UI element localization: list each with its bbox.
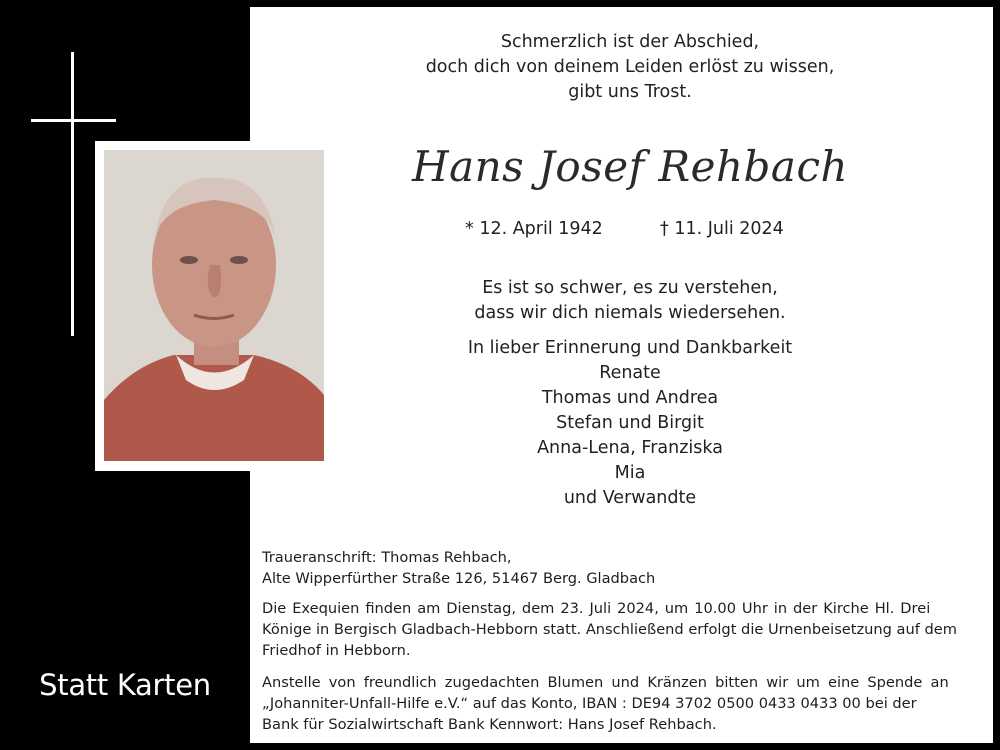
address-line: Traueranschrift: Thomas Rehbach, <box>262 549 512 566</box>
portrait-photo <box>104 150 324 461</box>
mourner-line: und Verwandte <box>563 488 697 508</box>
cross-icon-bar <box>31 119 116 122</box>
mourner-line: Mia <box>614 463 646 483</box>
donation-line: „Johanniter-Unfall-Hilfe e.V.“ auf das Konto, IBAN : DE94 3702 0500 0433 0433 00 bei der <box>262 695 917 712</box>
donation-line: Anstelle von freundlich zugedachten Blumen und Kränzen bitten wir um eine Spende an <box>262 674 949 691</box>
mourning-address <box>262 547 981 589</box>
quote-line: dass wir dich niemals wiedersehen. <box>474 303 786 323</box>
mourner-line: Thomas und Andrea <box>541 388 719 408</box>
mourner-line: In lieber Erinnerung und Dankbarkeit <box>467 338 793 358</box>
address-line: Alte Wipperfürther Straße 126, 51467 Berg. Gladbach <box>262 570 656 587</box>
birth-date: * 12. April 1942 <box>465 219 603 239</box>
death-date: † 11. Juli 2024 <box>660 219 784 239</box>
mourner-line: Anna-Lena, Franziska <box>537 438 723 458</box>
exequien-line: Könige in Bergisch Gladbach-Hebborn statt. Anschließend erfolgt die Urnenbeisetzung auf dem <box>262 621 957 638</box>
exequien-line: Die Exequien finden am Dienstag, dem 23. Juli 2024, um 10.00 Uhr in der Kirche Hl. Drei <box>262 600 931 617</box>
mourner-line: Renate <box>599 363 661 383</box>
mourner-line: Stefan und Birgit <box>556 413 704 433</box>
exequien-paragraph <box>262 598 981 661</box>
statt-karten-label: Statt Karten <box>39 668 211 702</box>
donation-line: Bank für Sozialwirtschaft Bank Kennwort: Hans Josef Rehbach. <box>262 716 717 733</box>
exequien-line: Friedhof in Hebborn. <box>262 642 411 659</box>
quote-line: Es ist so schwer, es zu verstehen, <box>482 278 778 298</box>
mourners-list <box>365 336 895 511</box>
opening-quote <box>365 30 895 105</box>
middle-quote <box>365 276 895 326</box>
quote-line: doch dich von deinem Leiden erlöst zu wissen, <box>425 57 835 77</box>
donation-paragraph <box>262 672 981 735</box>
deceased-name: Hans Josef Rehbach <box>411 142 849 191</box>
quote-line: gibt uns Trost. <box>568 82 692 102</box>
cross-icon <box>71 52 74 336</box>
quote-line: Schmerzlich ist der Abschied, <box>500 32 760 52</box>
